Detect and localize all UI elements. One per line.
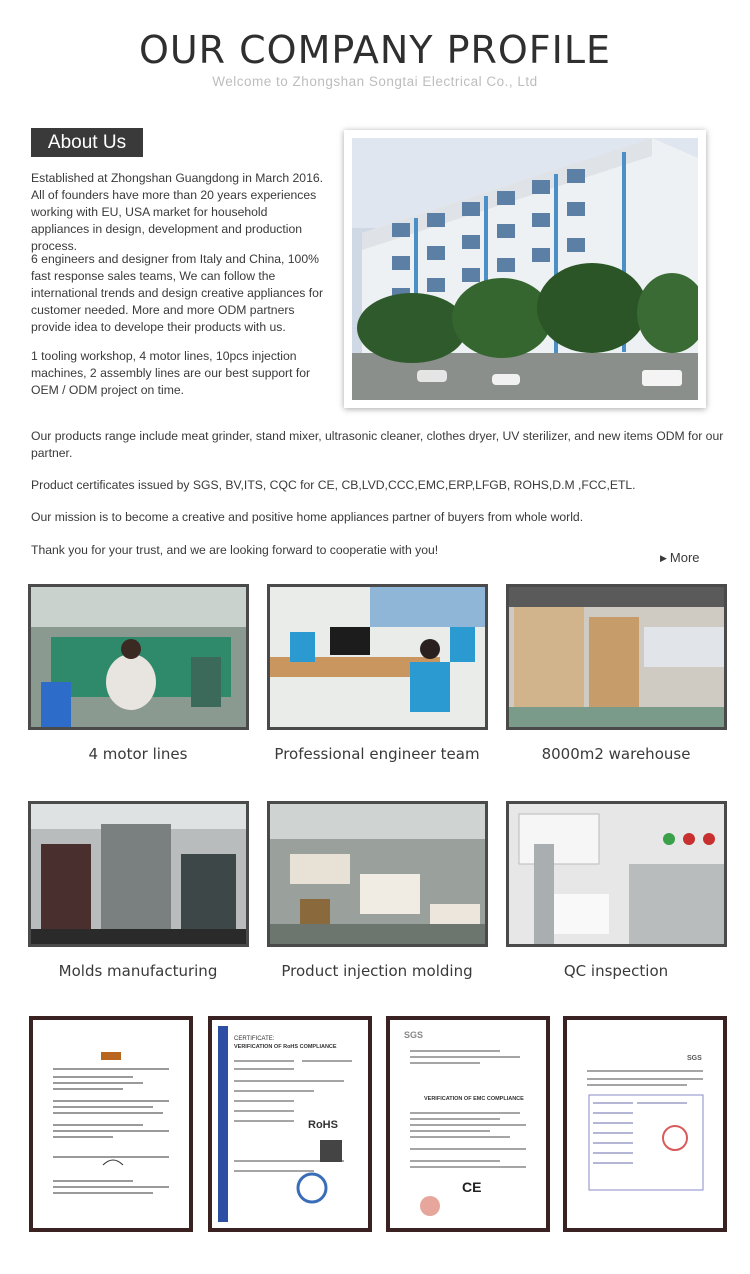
certificate-1 (29, 1016, 193, 1232)
engineer-team-illustration (270, 587, 485, 727)
about-us-badge: About Us (31, 128, 143, 157)
about-paragraph-team: 6 engineers and designer from Italy and China, 100% fast response sales teams, We can follow the international trends and design creative appliances for customer needed. More and more ODM partners provide idea to develope their products with us. (31, 252, 324, 334)
more-link[interactable] (660, 550, 700, 565)
caption-engineer-team: Professional engineer team (274, 745, 480, 763)
caption-warehouse: 8000m2 warehouse (541, 745, 691, 763)
caption-injection-molding: Product injection molding (281, 962, 473, 980)
thank-you-text: Thank you for your trust, and we are looking forward to cooperatie with you! (31, 543, 439, 557)
products-range-text: Our products range include meat grinder, stand mixer, ultrasonic cleaner, clothes dryer, UV sterilizer, and new items ODM for our partner. (31, 429, 724, 460)
caption-molds: Molds manufacturing (58, 962, 218, 980)
page-title: OUR COMPANY PROFILE (138, 28, 612, 72)
page-subtitle: Welcome to Zhongshan Songtai Electrical Co., Ltd (212, 74, 538, 89)
about-paragraph-facilities: 1 tooling workshop, 4 motor lines, 10pcs injection machines, 2 assembly lines are our best support for OEM / ODM project on time. (31, 349, 311, 397)
photo-warehouse (506, 584, 727, 730)
certificate-4-document (567, 1020, 723, 1228)
certificate-2 (208, 1016, 372, 1232)
photo-engineer-team (267, 584, 488, 730)
molds-illustration (31, 804, 246, 944)
certificates-text: Product certificates issued by SGS, BV,ITS, CQC for CE, CB,LVD,CCC,EMC,ERP,LFGB, ROHS,D.M ,FCC,ETL. (31, 478, 636, 492)
photo-qc-inspection (506, 801, 727, 947)
building-illustration (352, 138, 698, 400)
certificate-2-document (212, 1020, 368, 1228)
injection-molding-illustration (270, 804, 485, 944)
play-triangle-icon: ▶ (660, 553, 667, 563)
more-link-label: More (669, 550, 700, 565)
caption-qc-inspection: QC inspection (563, 962, 669, 980)
certificate-4-logo: SGS (687, 1055, 702, 1062)
qc-inspection-illustration (509, 804, 724, 944)
certificate-3-logo: SGS (404, 1030, 424, 1040)
certificate-2-title: VERIFICATION OF RoHS COMPLIANCE (234, 1044, 337, 1050)
photo-injection-molding (267, 801, 488, 947)
company-building-photo (344, 130, 706, 408)
certificate-3-mark: CE (462, 1179, 482, 1195)
about-paragraph-founding: Established at Zhongshan Guangdong in March 2016. All of founders have more than 20 years experiences working with EU, USA market for household appliances in design, development and production process. (31, 171, 324, 253)
motor-lines-illustration (31, 587, 246, 727)
certificate-1-document (33, 1020, 189, 1228)
caption-motor-lines: 4 motor lines (88, 745, 188, 763)
photo-molds (28, 801, 249, 947)
mission-text: Our mission is to become a creative and positive home appliances partner of buyers from whole world. (31, 510, 584, 524)
certificate-2-heading: CERTIFICATE: (234, 1036, 275, 1042)
photo-motor-lines (28, 584, 249, 730)
certificate-3 (386, 1016, 550, 1232)
certificate-4 (563, 1016, 727, 1232)
certificate-3-title: VERIFICATION OF EMC COMPLIANCE (424, 1096, 524, 1102)
certificate-3-document (390, 1020, 546, 1228)
warehouse-illustration (509, 587, 724, 727)
certificate-2-mark: RoHS (308, 1119, 338, 1131)
